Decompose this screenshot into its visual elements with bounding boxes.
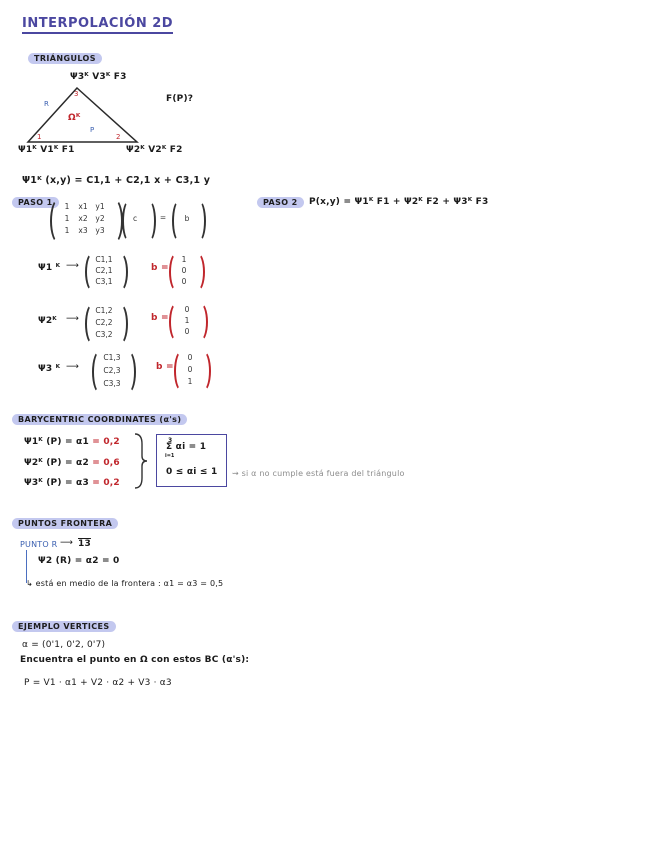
bary-note: ⇝ si α no cumple está fuera del triángulo (232, 469, 405, 478)
b-entry: 0 (184, 305, 190, 314)
ejemplo-p-equation: P = V1 · α1 + V2 · α2 + V3 · α3 (24, 678, 172, 688)
b-entry: 0 (187, 353, 193, 362)
matrix-cell: y2 (95, 214, 105, 223)
section-ejemplo: EJEMPLO VERTICES (12, 621, 116, 632)
matrix-cell: x1 (78, 202, 88, 211)
fp-question: F(P)? (166, 94, 194, 104)
b-equals-label: b = (156, 362, 174, 372)
vertex-left-label: Ψ1ᴷ V1ᴷ F1 (18, 145, 75, 155)
b-entry: 1 (187, 377, 193, 386)
section-paso1: PASO 1 (12, 197, 59, 208)
basis-equation: Ψ1ᴷ (x,y) = C1,1 + C2,1 x + C3,1 y (22, 175, 211, 186)
bary-line-3: Ψ3ᴷ (P) = α3 = 0,2 (24, 478, 120, 488)
arrow-icon: ⟶ (66, 314, 80, 324)
bary-line-2: Ψ2ᴷ (P) = α2 = 0,6 (24, 458, 120, 468)
equals-sign: = (159, 213, 167, 222)
matrix-cell: 1 (64, 214, 70, 223)
b-equals-label: b = (151, 313, 169, 323)
section-barycentric: BARYCENTRIC COORDINATES (α's) (12, 414, 187, 425)
b-entry: 0 (181, 277, 187, 286)
c-entry: C2,2 (95, 318, 113, 327)
system2-b-right-paren (192, 302, 208, 342)
frontera-medio: ↳ está en medio de la frontera : α1 = α3 = 0,5 (26, 579, 224, 588)
vertex-3-number: 3 (74, 90, 79, 98)
b-right-paren (192, 200, 206, 242)
matrix-cell: x3 (78, 226, 88, 235)
sum-lower: i=1 (165, 453, 175, 459)
b-entry: 0 (187, 365, 193, 374)
arrow-icon: ⟶ (66, 261, 80, 271)
c-vector: c (132, 214, 138, 223)
c-entry: C1,1 (95, 255, 113, 264)
page-title: INTERPOLACIÓN 2D (22, 16, 173, 34)
matrix-cell: y1 (95, 202, 105, 211)
matrix-cell: 1 (64, 202, 70, 211)
system1-c-right-paren (112, 252, 128, 292)
psi1-label: Ψ1 ᴷ (38, 263, 61, 273)
matrix-cell: y3 (95, 226, 105, 235)
bary-line-1: Ψ1ᴷ (P) = α1 = 0,2 (24, 437, 120, 447)
c-entry: C1,2 (95, 306, 113, 315)
alpha-range: 0 ≤ αi ≤ 1 (166, 467, 218, 477)
section-frontera: PUNTOS FRONTERA (12, 518, 118, 529)
b-vector: b (184, 214, 190, 223)
psi2-label: Ψ2ᴷ (38, 316, 57, 326)
section-triangulos: TRIÁNGULOS (28, 53, 102, 64)
c-entry: C3,1 (95, 277, 113, 286)
matrix-cell: 1 (64, 226, 70, 235)
system1-b-right-paren (189, 252, 205, 292)
vertex-right-label: Ψ2ᴷ V2ᴷ F2 (126, 145, 183, 155)
b-entry: 1 (181, 255, 187, 264)
alpha-vector: α = (0'1, 0'2, 0'7) (22, 640, 106, 650)
segment-13: 13 (78, 539, 91, 549)
vertex-2-number: 2 (116, 133, 121, 141)
c-entry: C3,2 (95, 330, 113, 339)
vertex-1-number: 1 (37, 133, 42, 141)
curly-brace (133, 432, 151, 490)
psi3-label: Ψ3 ᴷ (38, 364, 61, 374)
system3-c-right-paren (120, 350, 136, 394)
matrix-right-paren (105, 198, 123, 244)
arrow-icon: ⟶ (66, 362, 80, 372)
point-p-label: P (90, 126, 95, 134)
system2-c-right-paren (112, 303, 128, 345)
omega-label: Ωᴷ (68, 113, 81, 123)
system3-b-right-paren (195, 350, 211, 392)
c-entry: C2,3 (103, 366, 121, 375)
vertex-top-label: Ψ3ᴷ V3ᴷ F3 (70, 72, 127, 82)
b-entry: 0 (184, 327, 190, 336)
side-r-label: R (44, 100, 50, 108)
c-entry: C3,3 (103, 379, 121, 388)
c-entry: C1,3 (103, 353, 121, 362)
sum-upper: 3 (168, 437, 173, 444)
frontera-equation: Ψ2 (R) = α2 = 0 (38, 556, 120, 566)
ejemplo-instruction: Encuentra el punto en Ω con estos BC (α's): (20, 655, 250, 665)
b-equals-label: b = (151, 263, 169, 273)
section-paso2: PASO 2 (257, 197, 304, 208)
matrix-cell: x2 (78, 214, 88, 223)
b-entry: 1 (184, 316, 190, 325)
sum-equation: Σ αi = 1 (166, 442, 207, 452)
c-entry: C2,1 (95, 266, 113, 275)
b-entry: 0 (181, 266, 187, 275)
arrow-icon: ⟶ (60, 538, 74, 548)
paso2-equation: P(x,y) = Ψ1ᴷ F1 + Ψ2ᴷ F2 + Ψ3ᴷ F3 (309, 197, 489, 207)
punto-r-label: PUNTO R (20, 540, 58, 549)
